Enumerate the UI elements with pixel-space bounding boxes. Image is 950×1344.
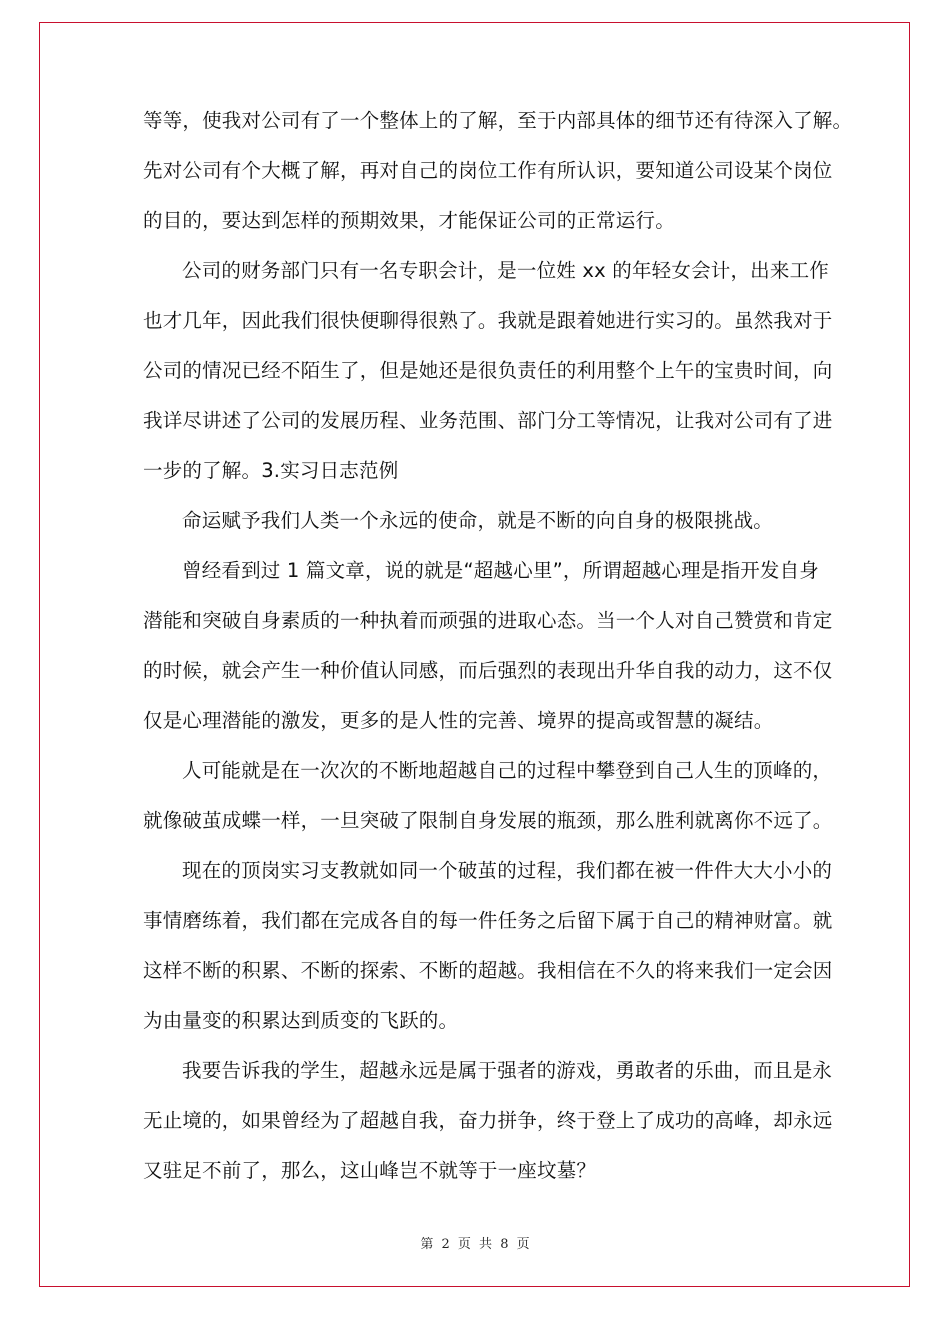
paragraph-first-line: 命运赋予我们人类一个永远的使命，就是不断的向自身的极限挑战。 — [182, 509, 774, 532]
paragraph-line: 仅是心理潜能的激发，更多的是人性的完善、境界的提高或智慧的凝结。 — [143, 709, 774, 732]
paragraph-line: 公司的情况已经不陌生了，但是她还是很负责任的利用整个上午的宝贵时间，向 — [143, 359, 833, 382]
paragraph-first-line: 曾经看到过 1 篇文章，说的就是“超越心里”，所谓超越心理是指开发自身 — [182, 559, 820, 582]
page-number-footer: 第 2 页 共 8 页 — [420, 1237, 530, 1252]
paragraph-line: 一步的了解。3.实习日志范例 — [143, 459, 399, 482]
paragraph-line: 无止境的，如果曾经为了超越自我，奋力拼争，终于登上了成功的高峰，却永远 — [143, 1109, 833, 1132]
paragraph-line: 事情磨练着，我们都在完成各自的每一件任务之后留下属于自己的精神财富。就 — [143, 909, 833, 932]
paragraph-line: 也才几年，因此我们很快便聊得很熟了。我就是跟着她进行实习的。虽然我对于 — [143, 309, 833, 332]
paragraph-line: 潜能和突破自身素质的一种执着而顽强的进取心态。当一个人对自己赞赏和肯定 — [143, 609, 833, 632]
paragraph-line: 先对公司有个大概了解，再对自己的岗位工作有所认识，要知道公司设某个岗位 — [143, 159, 833, 182]
paragraph-first-line: 现在的顶岗实习支教就如同一个破茧的过程，我们都在被一件件大大小小的 — [182, 859, 833, 882]
paragraph-line: 又驻足不前了，那么，这山峰岂不就等于一座坟墓？ — [143, 1159, 597, 1182]
paragraph-first-line: 人可能就是在一次次的不断地超越自己的过程中攀登到自己人生的顶峰的， — [182, 759, 833, 782]
paragraph-first-line: 我要告诉我的学生，超越永远是属于强者的游戏，勇敢者的乐曲，而且是永 — [182, 1059, 833, 1082]
paragraph-line: 我详尽讲述了公司的发展历程、业务范围、部门分工等情况，让我对公司有了进 — [143, 409, 833, 432]
paragraph-line: 为由量变的积累达到质变的飞跃的。 — [143, 1009, 459, 1032]
paragraph-line: 等等，使我对公司有了一个整体上的了解，至于内部具体的细节还有待深入了解。 — [143, 109, 853, 132]
document-body — [143, 96, 853, 1196]
paragraph-line: 的时候，就会产生一种价值认同感，而后强烈的表现出升华自我的动力，这不仅 — [143, 659, 833, 682]
paragraph-first-line: 公司的财务部门只有一名专职会计，是一位姓 xx 的年轻女会计，出来工作 — [182, 259, 829, 282]
paragraph-line: 的目的，要达到怎样的预期效果，才能保证公司的正常运行。 — [143, 209, 675, 232]
paragraph-line: 这样不断的积累、不断的探索、不断的超越。我相信在不久的将来我们一定会因 — [143, 959, 833, 982]
paragraph-line: 就像破茧成蝶一样，一旦突破了限制自身发展的瓶颈，那么胜利就离你不远了。 — [143, 809, 833, 832]
